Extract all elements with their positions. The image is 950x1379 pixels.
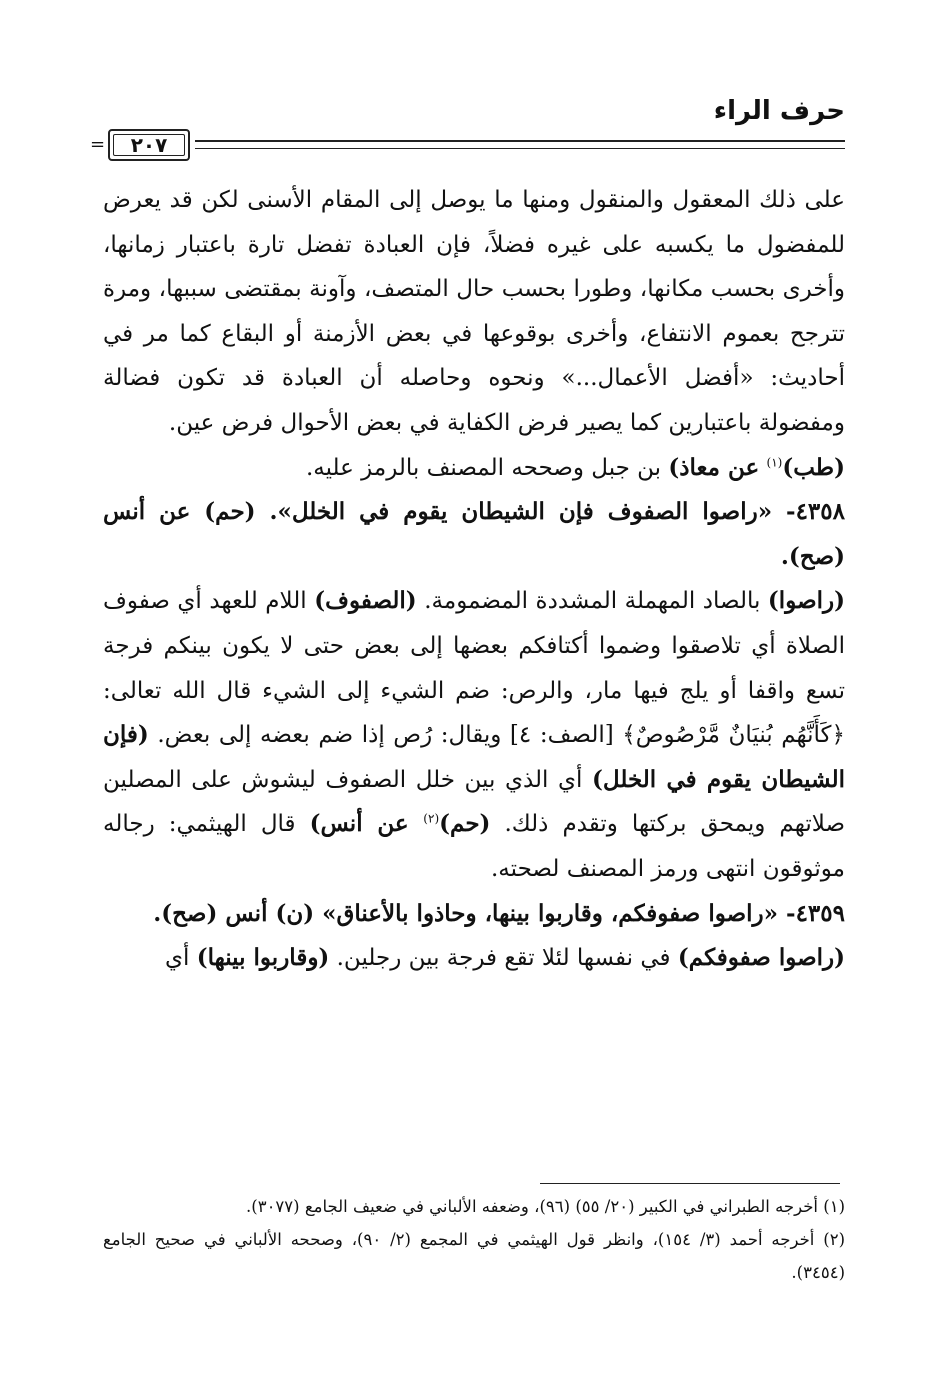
footnote: (١) أخرجه الطبراني في الكبير (٢٠/ ٥٥) (٩٦)، وضعفه الألباني في ضعيف الجامع (٣٠٧٧). bbox=[246, 1197, 845, 1216]
text: أي الذي بين خلل الصفوف ليشوش على المصلين صلاتهم ويمحق بركتها وتقدم ذلك. bbox=[103, 766, 845, 838]
hadith-heading bbox=[103, 892, 845, 937]
footnote-ref: (١) bbox=[766, 454, 783, 469]
footnote-separator bbox=[540, 1183, 840, 1184]
hadith-number: ٤٣٥٩- bbox=[778, 899, 845, 927]
narrator: عن معاذ) bbox=[668, 453, 760, 481]
page-header bbox=[90, 96, 845, 166]
page-number: ٢٠٧ bbox=[108, 129, 190, 161]
text: بالصاد المهملة المشددة المضمومة. bbox=[416, 588, 768, 615]
header-rule-thin bbox=[195, 148, 845, 149]
keyword: (راصوا) bbox=[767, 587, 845, 615]
text: في نفسها لئلا تقع فرجة بين رجلين. bbox=[329, 945, 678, 972]
paragraph bbox=[103, 579, 845, 891]
text: اللام للعهد أي صفوف الصلاة أي تلاصقوا وضموا أكتافكم بعضها إلى بعض حتى لا يكون بينكم فرجة تسع واقفا أو يلج فيها مار، والرص: ضم الشيء إلى الشيء قال الله تعالى: ﴿كَأَنَّهُم بُنيَانٌ مَّرْصُوصٌ﴾ [الصف: ٤] ويقال: رُص إذا ضم بعضه إلى بعض. bbox=[103, 588, 845, 749]
keyword: (راصوا صفوفكم) bbox=[677, 944, 845, 972]
paragraph: على ذلك المعقول والمنقول ومنها ما يوصل إلى المقام الأسنى لكن قد يعرض للمفضول ما يكسبه على غيره فضلاً، فإن العبادة تفضل تارة باعتبار زمانها، وأخرى بحسب مكانها، وطورا بحسب حال المتصف، وآونة بمقتضى سببها، ومرة تترجح بعموم الانتفاع، وأخرى بوقوعها في بعض الأزمنة أو البقاع كما مر في أحاديث: «أفضل الأعمال...» ونحوه وحاصله أن العبادة قد تكون فضالة ومفضولة باعتبارين كما يصير فرض الكفاية في بعض الأحوال فرض عين. bbox=[103, 187, 845, 436]
text: بن جبل وصححه المصنف بالرمز عليه. bbox=[305, 454, 662, 481]
paragraph bbox=[103, 936, 845, 981]
footnote-ref: (٢) bbox=[423, 811, 440, 826]
footnote: (٢) أخرجه أحمد (٣/ ١٥٤)، وانظر قول الهيثمي في المجمع (٢/ ٩٠)، وصححه الألباني في صحيح الجامع (٣٤٥٤). bbox=[103, 1230, 845, 1282]
keyword: (فإن الشيطان يقوم في الخلل) bbox=[103, 721, 845, 793]
narrator: عن أنس) bbox=[309, 810, 424, 838]
keyword: (وقاربوا بينها) bbox=[196, 944, 330, 972]
hadith-heading bbox=[103, 490, 845, 579]
paragraph bbox=[103, 446, 845, 491]
header-rule bbox=[195, 140, 845, 142]
main-text bbox=[103, 178, 845, 981]
hadith-number: ٤٣٥٨- bbox=[772, 498, 845, 526]
page-number-ornament: = bbox=[90, 134, 106, 155]
footnotes bbox=[103, 1190, 845, 1289]
source-abbrev: (طب) bbox=[782, 453, 845, 481]
chapter-title: حرف الراء bbox=[713, 96, 845, 126]
source-abbrev: (حم) bbox=[439, 810, 491, 838]
hadith-text: «راصوا صفوفكم، وقاربوا بينها، وحاذوا بالأعناق» (ن) أنس (صح). bbox=[153, 899, 779, 927]
text: قال الهيثمي: رجاله موثوقون انتهى ورمز المصنف لصحته. bbox=[103, 811, 845, 882]
keyword: (الصفوف) bbox=[314, 587, 417, 615]
hadith-text: «راصوا الصفوف فإن الشيطان يقوم في الخلل». (حم) عن أنس (صح). bbox=[103, 498, 845, 570]
text: أي bbox=[165, 945, 197, 972]
